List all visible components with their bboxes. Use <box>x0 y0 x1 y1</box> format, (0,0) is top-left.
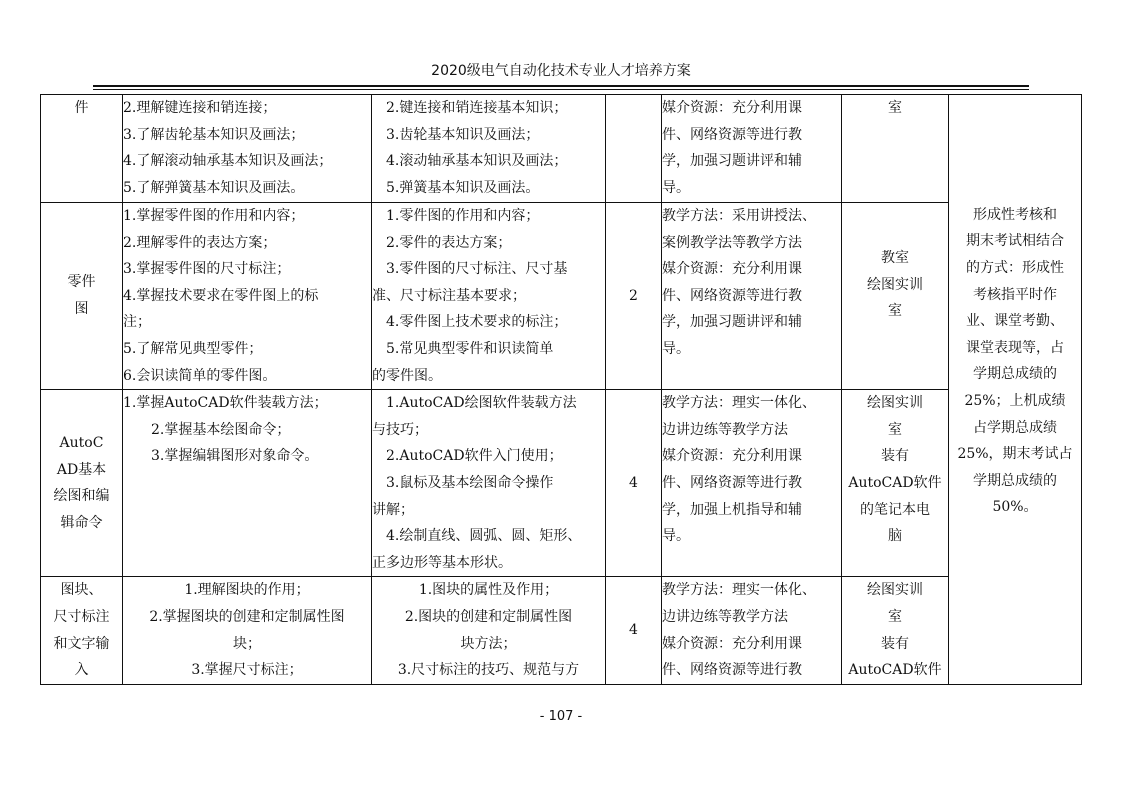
header-rule-thin <box>93 89 1029 90</box>
course-table <box>40 94 1082 685</box>
content-line: 准、尺寸标注基本要求； <box>372 287 526 304</box>
content-cell <box>372 203 606 390</box>
objective-line: 注； <box>123 314 151 331</box>
assessment-line: 占学期总成绩 <box>973 419 1057 436</box>
venue-cell <box>842 577 949 684</box>
module-cell <box>41 203 123 390</box>
venue-cell <box>842 95 949 203</box>
method-line: 学，加强习题讲评和辅 <box>662 153 802 170</box>
module-cell <box>41 577 123 684</box>
method-line: 学，加强习题讲评和辅 <box>662 314 802 331</box>
content-line: 4.绘制直线、圆弧、圆、矩形、 <box>386 528 582 545</box>
method-line: 媒介资源：充分利用课 <box>662 100 802 116</box>
hours-cell: 4 <box>606 390 662 577</box>
methods-cell <box>662 203 842 390</box>
content-line: 正多边形等基本形状。 <box>372 554 512 571</box>
objectives-cell <box>123 95 372 203</box>
content-line: 1.AutoCAD绘图软件装载方法 <box>386 395 577 412</box>
content-line: 1.图块的属性及作用； <box>418 582 559 599</box>
assessment-line: 考核指平时作 <box>973 286 1057 303</box>
method-line: 教学方法：采用讲授法、 <box>662 208 816 224</box>
objective-line: 4.了解滚动轴承基本知识及画法； <box>123 153 333 170</box>
module-line: 辑命令 <box>60 514 103 531</box>
module-line: 尺寸标注 <box>53 608 110 625</box>
venue-line: 室 <box>888 303 902 320</box>
venue-line: 室 <box>888 421 902 438</box>
objective-line: 6.会识读简单的零件图。 <box>123 367 277 384</box>
assessment-line: 25%，期末考试占 <box>957 446 1073 463</box>
hours-cell: 4 <box>606 577 662 684</box>
objective-line: 2.理解键连接和销连接； <box>123 100 277 116</box>
module-line: 图 <box>74 301 89 318</box>
objective-line: 2.掌握基本绘图命令； <box>151 421 291 438</box>
methods-cell <box>662 577 842 684</box>
content-cell <box>372 577 606 684</box>
venue-line: 脑 <box>888 528 902 545</box>
module-cell <box>41 95 123 203</box>
methods-cell <box>662 390 842 577</box>
venue-line: 室 <box>888 608 902 625</box>
module-cell <box>41 390 123 577</box>
venue-line: 装有 <box>881 635 909 652</box>
methods-cell <box>662 95 842 203</box>
module-line: 入 <box>74 662 89 679</box>
objective-line: 3.掌握尺寸标注； <box>191 662 303 679</box>
assessment-line: 课堂表现等，占 <box>966 339 1064 356</box>
content-line: 的零件图。 <box>372 367 442 384</box>
content-line: 3.尺寸标注的技巧、规范与方 <box>397 662 580 679</box>
page-number: - 107 - <box>539 709 583 724</box>
module-line: 零件 <box>67 274 96 291</box>
content-line: 2.图块的创建和定制属性图 <box>404 608 573 625</box>
objective-line: 3.了解齿轮基本知识及画法； <box>123 126 305 143</box>
content-line: 5.弹簧基本知识及画法。 <box>386 179 540 196</box>
assessment-line: 的方式：形成性 <box>966 259 1064 276</box>
header-rule-thick <box>93 85 1029 87</box>
method-line: 边讲边练等教学方法 <box>662 421 788 438</box>
method-line: 件、网络资源等进行教 <box>662 474 802 491</box>
module-line: 图块、 <box>60 582 103 599</box>
objective-line: 3.掌握零件图的尺寸标注； <box>123 261 291 278</box>
method-line: 教学方法：理实一体化、 <box>662 395 816 412</box>
assessment-line: 25%；上机成绩 <box>964 392 1066 409</box>
table-row <box>41 95 1082 203</box>
method-line: 学，加强上机指导和辅 <box>662 501 802 518</box>
content-line: 2.零件的表达方案； <box>386 234 512 251</box>
objective-line: 1.掌握AutoCAD软件装载方法； <box>123 395 328 412</box>
method-line: 件、网络资源等进行教 <box>662 126 802 143</box>
venue-line: 绘图实训 <box>867 582 923 599</box>
page-header-title: 2020级电气自动化技术专业人才培养方案 <box>431 63 691 79</box>
venue-line: AutoCAD软件 <box>848 474 942 491</box>
assessment-cell <box>949 95 1082 685</box>
table-row <box>41 390 1082 577</box>
content-line: 4.滚动轴承基本知识及画法； <box>386 153 568 170</box>
objective-line: 2.掌握图块的创建和定制属性图 <box>149 608 345 625</box>
venue-cell <box>842 390 949 577</box>
module-line: AD基本 <box>56 461 107 478</box>
venue-line: 绘图实训 <box>867 395 923 412</box>
method-line: 媒介资源：充分利用课 <box>662 261 802 278</box>
objective-line: 1.掌握零件图的作用和内容； <box>123 208 305 224</box>
objective-line: 5.了解常见典型零件； <box>123 340 263 357</box>
assessment-line: 学期总成绩的 <box>973 472 1057 489</box>
objective-line: 1.理解图块的作用； <box>184 582 310 599</box>
venue-line: 教室 <box>881 250 909 267</box>
assessment-line: 学期总成绩的 <box>973 366 1057 383</box>
venue-line: 绘图实训 <box>867 276 923 293</box>
method-line: 导。 <box>662 179 690 196</box>
content-line: 3.零件图的尺寸标注、尺寸基 <box>386 261 568 278</box>
module-line: 件 <box>74 100 89 116</box>
method-line: 媒介资源：充分利用课 <box>662 448 802 465</box>
objective-line: 4.掌握技术要求在零件图上的标 <box>123 287 319 304</box>
assessment-line: 期末考试相结合 <box>966 233 1064 250</box>
content-line: 5.常见典型零件和识读简单 <box>386 340 554 357</box>
table-row <box>41 203 1082 390</box>
module-line: AutoC <box>59 435 104 452</box>
hours-cell <box>606 95 662 203</box>
objective-line: 5.了解弹簧基本知识及画法。 <box>123 179 305 196</box>
objective-line: 块； <box>233 635 261 652</box>
method-line: 边讲边练等教学方法 <box>662 608 788 625</box>
venue-line: 的笔记本电 <box>860 501 930 518</box>
content-line: 2.AutoCAD软件入门使用； <box>386 448 563 465</box>
venue-cell <box>842 203 949 390</box>
content-line: 1.零件图的作用和内容； <box>386 208 540 224</box>
method-line: 案例教学法等教学方法 <box>662 234 802 251</box>
objectives-cell <box>123 203 372 390</box>
venue-line: 装有 <box>881 448 909 465</box>
objective-line: 2.理解零件的表达方案； <box>123 234 277 251</box>
module-line: 和文字输 <box>53 635 110 652</box>
content-line: 4.零件图上技术要求的标注； <box>386 314 568 331</box>
method-line: 教学方法：理实一体化、 <box>662 582 816 599</box>
content-line: 与技巧； <box>372 421 428 438</box>
method-line: 件、网络资源等进行教 <box>662 662 802 679</box>
content-line: 3.鼠标及基本绘图命令操作 <box>386 474 554 491</box>
content-cell <box>372 95 606 203</box>
venue-line: 室 <box>888 100 902 116</box>
objectives-cell <box>123 577 372 684</box>
assessment-line: 业、课堂考勤、 <box>966 313 1064 330</box>
module-line: 绘图和编 <box>53 488 110 505</box>
content-line: 3.齿轮基本知识及画法； <box>386 126 540 143</box>
assessment-line: 50%。 <box>992 499 1038 516</box>
method-line: 导。 <box>662 528 690 545</box>
table-row <box>41 577 1082 684</box>
venue-line: AutoCAD软件 <box>848 662 942 679</box>
hours-cell: 2 <box>606 203 662 390</box>
objective-line: 3.掌握编辑图形对象命令。 <box>151 448 319 465</box>
content-cell <box>372 390 606 577</box>
objectives-cell <box>123 390 372 577</box>
method-line: 媒介资源：充分利用课 <box>662 635 802 652</box>
content-line: 块方法； <box>460 635 517 652</box>
content-line: 2.键连接和销连接基本知识； <box>386 100 568 116</box>
method-line: 导。 <box>662 340 690 357</box>
assessment-line: 形成性考核和 <box>973 206 1057 223</box>
content-line: 讲解； <box>372 501 414 518</box>
method-line: 件、网络资源等进行教 <box>662 287 802 304</box>
